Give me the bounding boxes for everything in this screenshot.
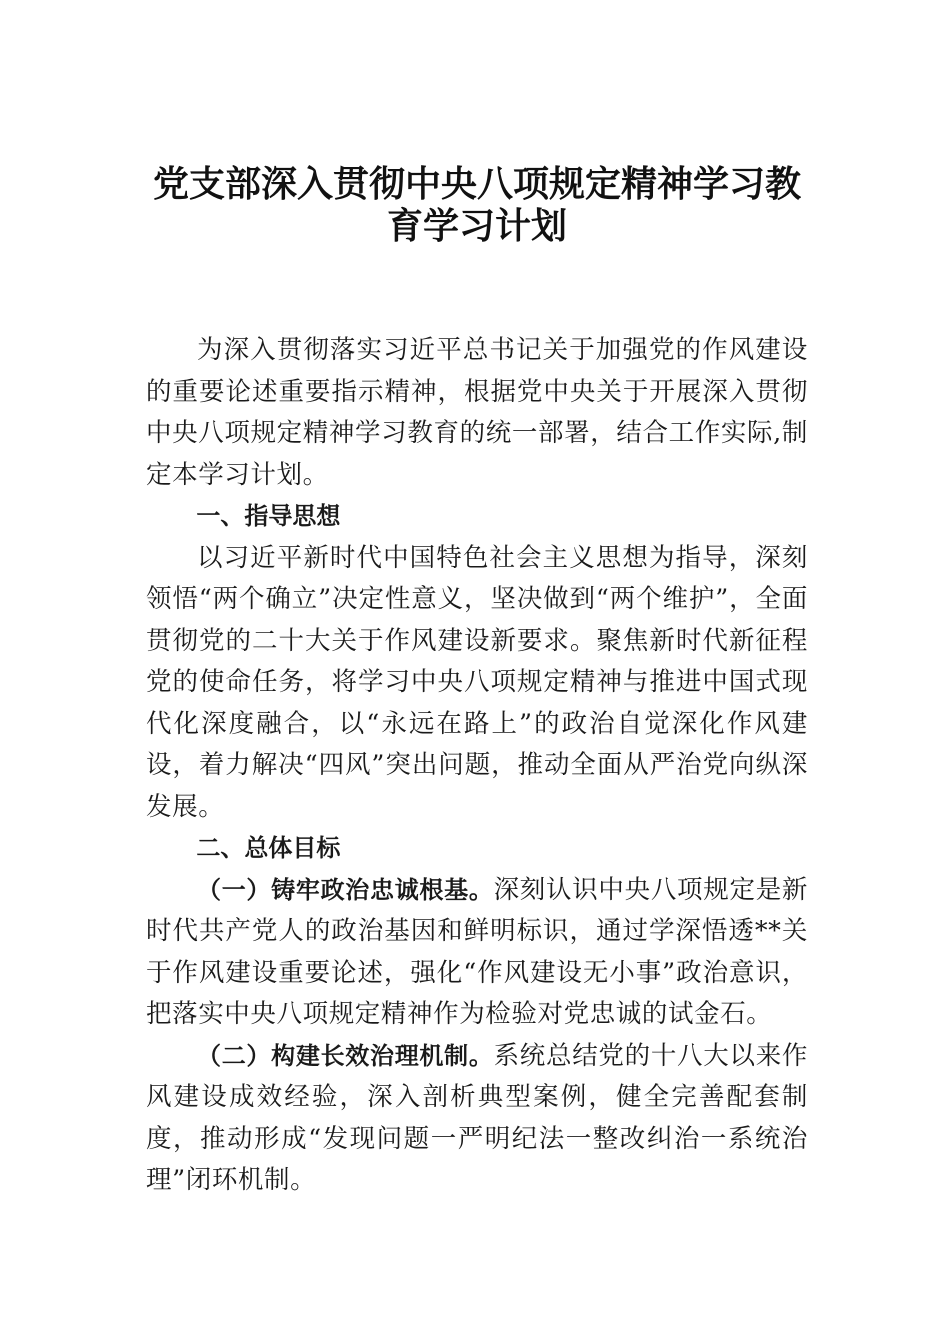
document-title-line-2: 育学习计划 [386, 206, 567, 247]
goal-item-2-text: 系统总结党的十八大以来作风建设成效经验，深入剖析典型案例，健全完善配套制度，推动形成“发现问题一严明纪法一整改纠治一系统治理”闭环机制。 [146, 1040, 809, 1195]
document-body [146, 330, 808, 1202]
goal-item-2 [146, 1036, 808, 1202]
section-heading-overall-goals: 二、总体目标 [196, 834, 341, 862]
guiding-thought-paragraph: 以习近平新时代中国特色社会主义思想为指导，深刻领悟“两个确立”决定性意义，坚决做到“两个维护”，全面贯彻党的二十大关于作风建设新要求。聚焦新时代新征程党的使命任务，将学习中央八项规定精神与推进中国式现代化深度融合，以“永远在路上”的政治自觉深化作风建设，着力解决“四风”突出问题，推动全面从严治党向纵深发展。 [146, 542, 808, 822]
intro-paragraph: 为深入贯彻落实习近平总书记关于加强党的作风建设的重要论述重要指示精神，根据党中央关于开展深入贯彻中央八项规定精神学习教育的统一部署，结合工作实际,制定本学习计划。 [146, 335, 808, 490]
section-heading-guiding-thought: 一、指导思想 [196, 502, 341, 530]
goal-item-1-lead: （一）铸牢政治忠诚根基。 [197, 875, 494, 904]
goal-item-1 [146, 870, 808, 1036]
goal-item-2-lead: （二）构建长效治理机制。 [197, 1041, 494, 1070]
document-title-line-1: 党支部深入贯彻中央八项规定精神学习教 [152, 164, 801, 205]
goal-item-1-text: 深刻认识中央八项规定是新时代共产党人的政治基因和鲜明标识，通过学深悟透**关于作风建设重要论述，强化“作风建设无小事”政治意识，把落实中央八项规定精神作为检验对党忠诚的试金石。 [146, 874, 809, 1029]
